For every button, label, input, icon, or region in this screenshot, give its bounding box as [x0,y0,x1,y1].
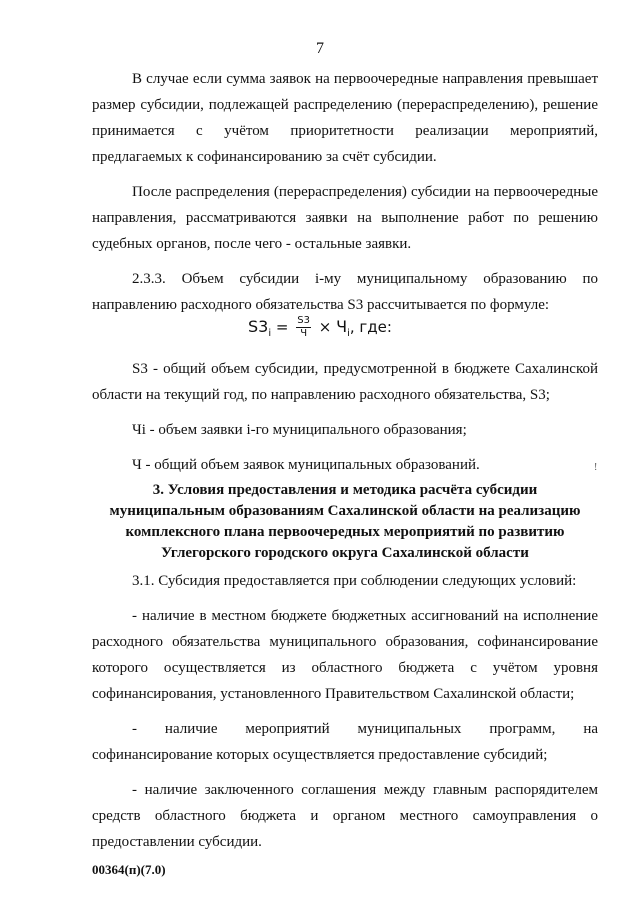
heading-line: 3. Условия предоставления и методика расчёта субсидии [152,482,538,498]
heading-line: комплексного плана первоочередных мероприятий по развитию [125,524,565,540]
formula-numerator: S3 [297,315,310,326]
heading-line: Углегорского городского округа Сахалинской области [161,545,529,561]
paragraph: После распределения (перераспределения) субсидии на первоочередные направления, рассматриваются заявки на выполнение работ по решению судебных органов, после чего - остальные заявки. [92,184,598,252]
legend-item: Ч - общий объем заявок муниципальных образований. [132,457,480,473]
section-3-1-text [92,568,598,864]
formula-legend [92,356,598,487]
section-2-3-2-text [92,66,598,327]
condition-item: - наличие мероприятий муниципальных программ, на софинансирование которых осуществляется предоставление субсидий; [92,721,598,763]
formula-rhs-index: i [347,328,350,339]
legend-item: S3 - общий объем субсидии, предусмотренной в бюджете Сахалинской области на текущий год, по направлению расходного обязательства, S3; [92,361,598,403]
formula-suffix: , где: [349,318,392,336]
formula-lhs-index: i [268,328,272,339]
paragraph: В случае если сумма заявок на первоочередные направления превышает размер субсидии, подлежащей распределению (перераспределению), решение принимается с учётом приоритетности реализации мероприятий, предлагаемых к софинансированию за счёт субсидии. [92,71,598,165]
paragraph: 2.3.3. Объем субсидии i-му муниципальному образованию по направлению расходного обязательства S3 рассчитывается по формуле: [92,271,598,313]
page-number: 7 [316,40,324,57]
heading-line: муниципальным образованиям Сахалинской области на реализацию [109,503,581,519]
legend-item: Чi - объем заявки i-го муниципального образования; [132,422,467,438]
formula-equals: = [275,318,289,336]
formula-lhs: S3 [248,317,269,336]
scan-speck: ! [594,462,598,473]
subsidy-formula [0,315,640,340]
document-code: 00364(п)(7.0) [92,862,166,877]
section-3-heading [92,480,598,564]
condition-item: - наличие заключенного соглашения между главным распорядителем средств областного бюджета и органом местного самоуправления о предоставлении субсидии. [92,782,598,850]
formula-fraction [296,315,311,340]
formula-denominator: Ч [300,328,308,339]
formula-times: × [318,318,332,336]
formula-rhs: Ч [336,317,348,336]
condition-item: - наличие в местном бюджете бюджетных ассигнований на исполнение расходного обязательства муниципального образования, софинансирование которого осуществляется из областного бюджета с учётом уровня софинансирования, установленного Правительством Сахалинской области; [92,608,598,702]
paragraph: 3.1. Субсидия предоставляется при соблюдении следующих условий: [132,573,577,589]
